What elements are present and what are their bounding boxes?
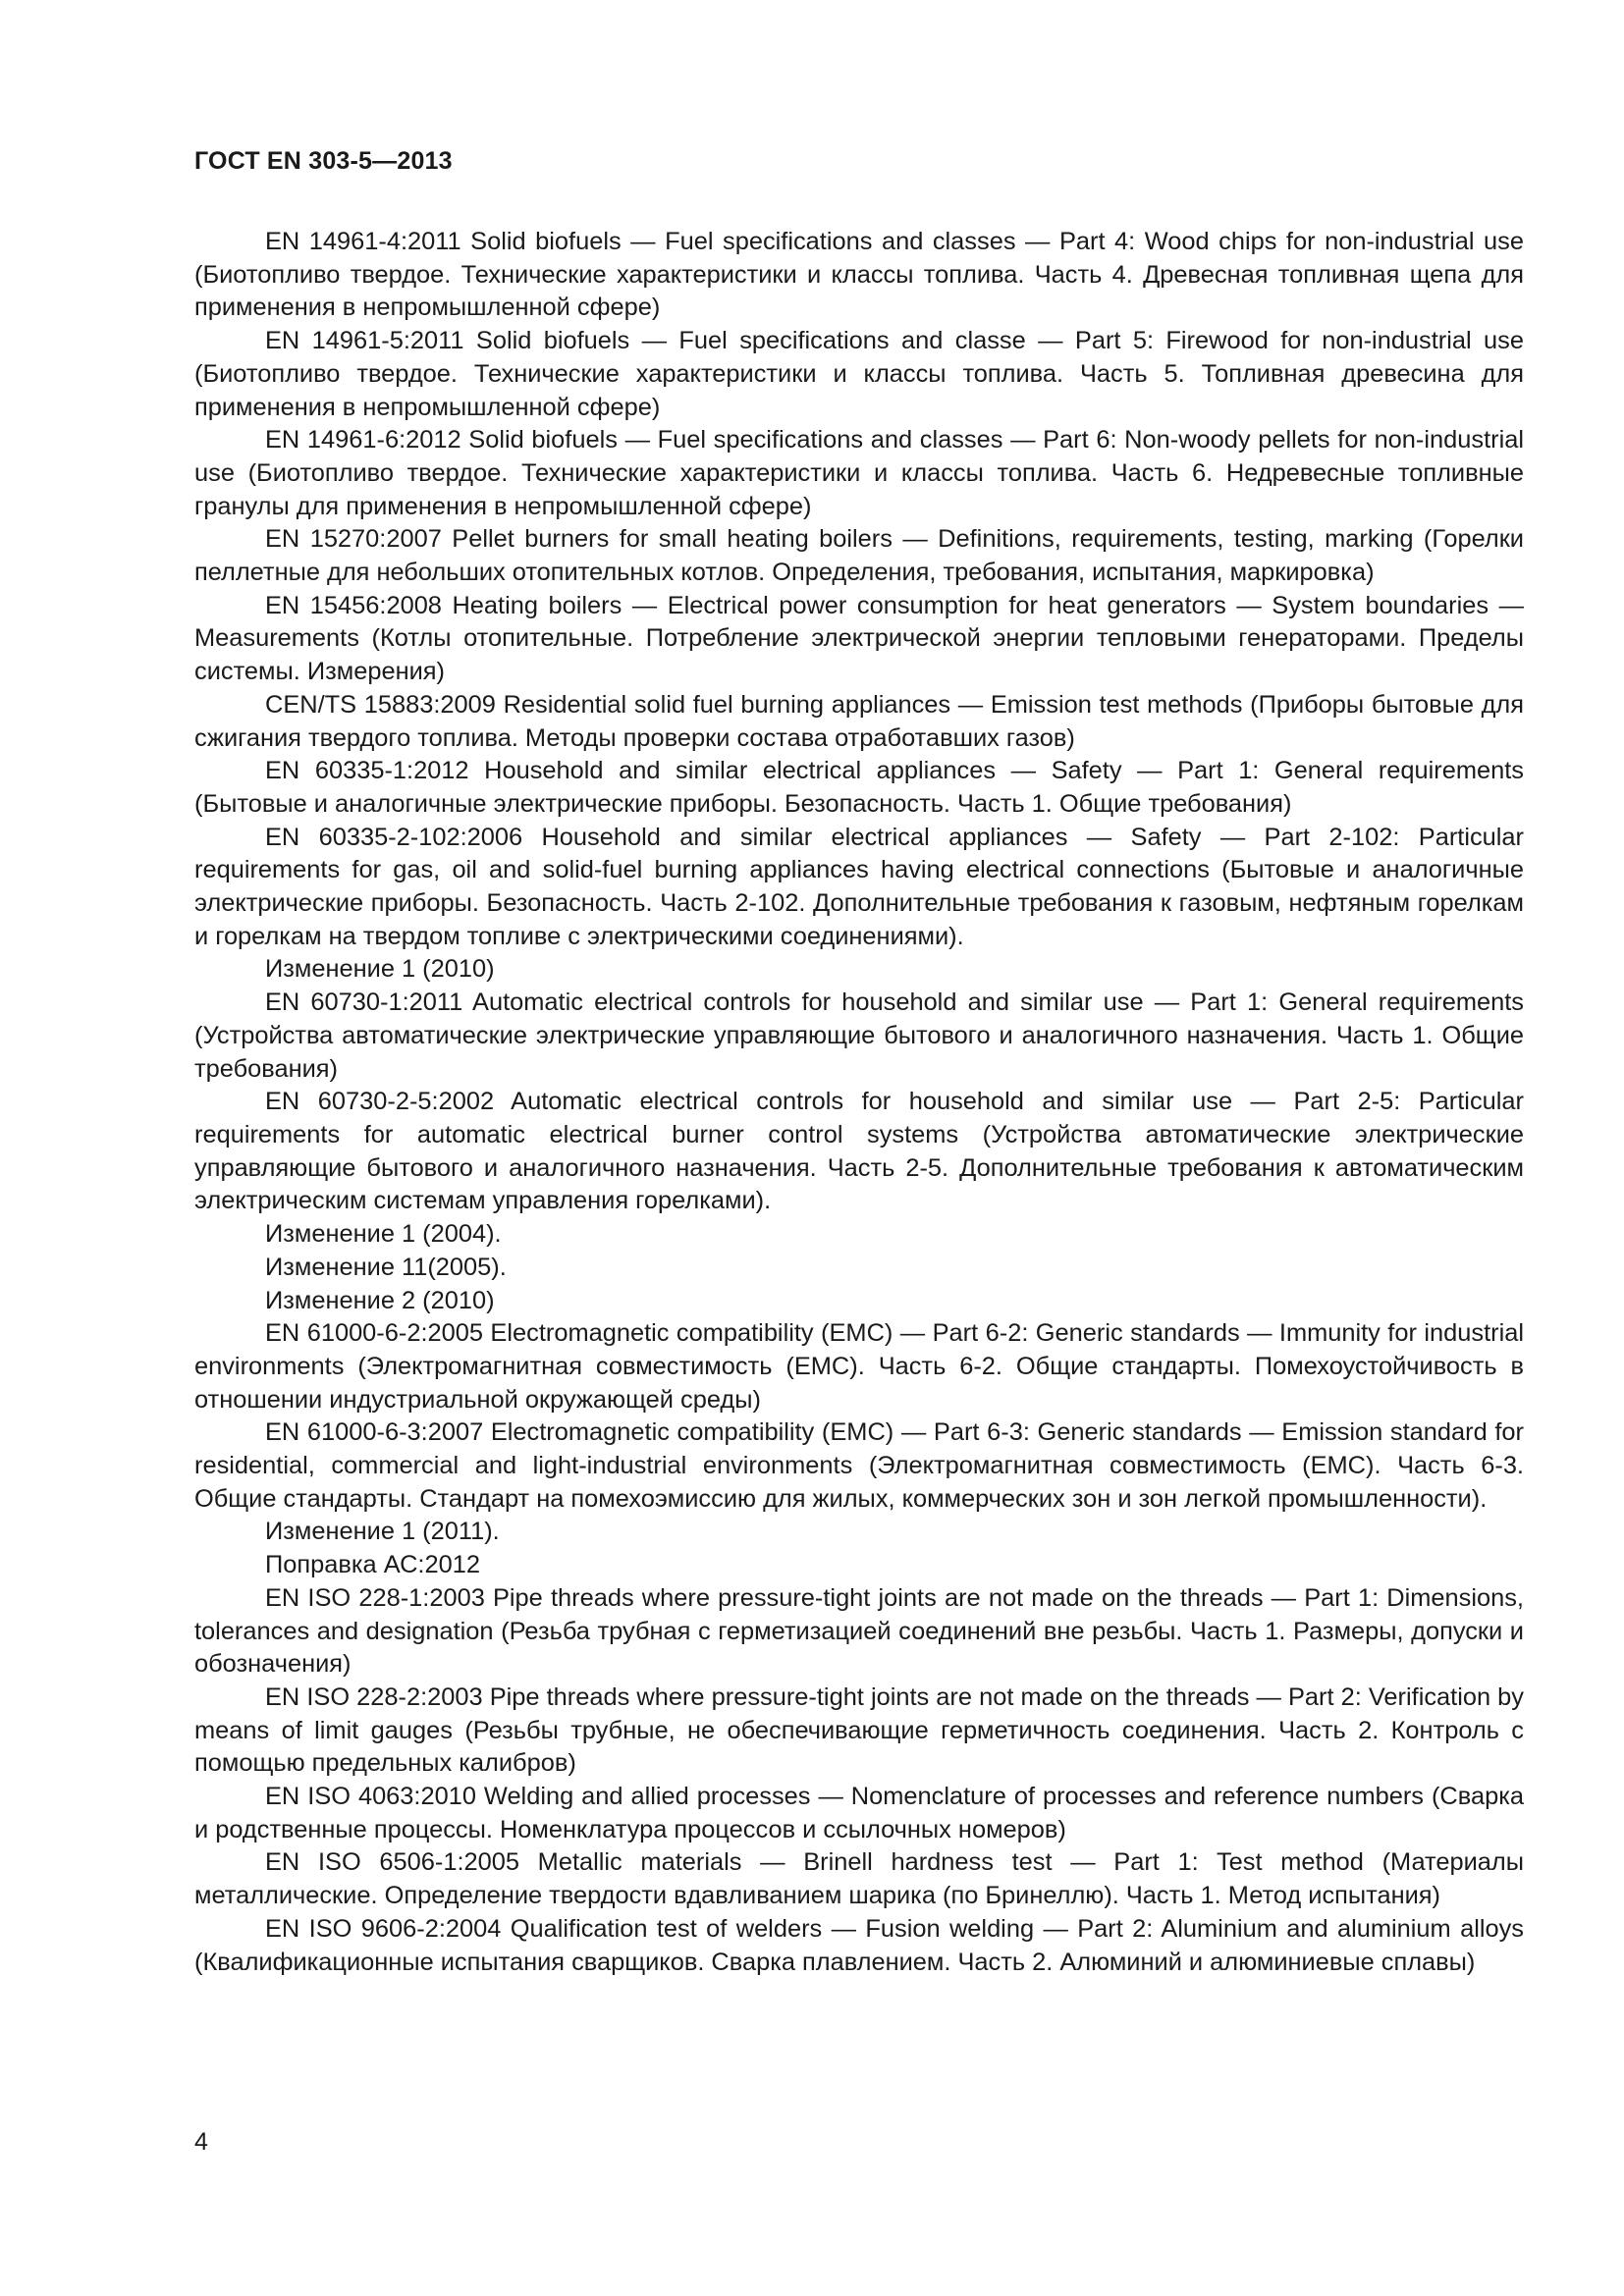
- document-code-header: ГОСТ EN 303-5—2013: [194, 147, 453, 175]
- reference-paragraph: EN 60730-2-5:2002 Automatic electrical controls for household and similar use — Part 2-5: Particular requirements for automatic electrical burner control systems (Устройства автоматические электрические управляющие бытового и аналогичного назначения. Часть 2-5. Дополнительные требования к автоматическим электрическим системам управления горелками).: [194, 1088, 1524, 1215]
- reference-paragraph: EN 14961-6:2012 Solid biofuels — Fuel specifications and classes — Part 6: Non-woody pellets for non-industrial use (Биотопливо твердое. Технические характеристики и классы топлива. Часть 6. Недревесные топливные гранулы для применения в непромышленной сфере): [194, 426, 1524, 520]
- amendment-note: Изменение 1 (2004).: [265, 1220, 502, 1249]
- reference-paragraph: EN 60730-1:2011 Automatic electrical controls for household and similar use — Part 1: General requirements (Устройства автоматические электрические управляющие бытового и аналогичного назначения. Часть 1. Общие требования): [194, 988, 1524, 1083]
- reference-paragraph: EN 61000-6-3:2007 Electromagnetic compatibility (EMC) — Part 6-3: Generic standards — Emission standard for residential, commercial and light-industrial environments (Электромагнитная совместимость (EMC). Часть 6-3. Общие стандарты. Стандарт на помехоэмиссию для жилых, коммерческих зон и зон легкой промышленности).: [194, 1418, 1524, 1513]
- amendment-note: Изменение 1 (2011).: [265, 1518, 500, 1546]
- correction-note: Поправка АС:2012: [265, 1551, 480, 1579]
- amendment-note: Изменение 2 (2010): [265, 1286, 495, 1314]
- reference-paragraph: EN 60335-1:2012 Household and similar electrical appliances — Safety — Part 1: General requirements (Бытовые и аналогичные электрические приборы. Безопасность. Часть 1. Общие требования): [194, 757, 1524, 818]
- reference-paragraph: EN 61000-6-2:2005 Electromagnetic compatibility (EMC) — Part 6-2: Generic standards — Immunity for industrial environments (Электромагнитная совместимость (EMC). Часть 6-2. Общие стандарты. Помехоустойчивость в отношении индустриальной окружающей среды): [194, 1319, 1524, 1414]
- reference-paragraph: EN ISO 9606-2:2004 Qualification test of welders — Fusion welding — Part 2: Aluminium and aluminium alloys (Квалификационные испытания сварщиков. Сварка плавлением. Часть 2. Алюминий и алюминиевые сплавы): [194, 1914, 1524, 1976]
- amendment-note: Изменение 11(2005).: [265, 1253, 507, 1281]
- reference-paragraph: EN 15270:2007 Pellet burners for small heating boilers — Definitions, requirements, testing, marking (Горелки пеллетные для небольших отопительных котлов. Определения, требования, испытания, маркировка): [194, 525, 1524, 587]
- reference-paragraph: EN ISO 228-2:2003 Pipe threads where pressure-tight joints are not made on the threads — Part 2: Verification by means of limit gauges (Резьбы трубные, не обеспечивающие герметичность соединения. Часть 2. Контроль с помощью предельных калибров): [194, 1682, 1524, 1778]
- reference-paragraph: EN 14961-4:2011 Solid biofuels — Fuel specifications and classes — Part 4: Wood chips for non-industrial use (Биотопливо твердое. Технические характеристики и классы топлива. Часть 4. Древесная топливная щепа для применения в непромышленной сфере): [194, 228, 1524, 322]
- reference-paragraph: CEN/TS 15883:2009 Residential solid fuel burning appliances — Emission test methods (Приборы бытовые для сжигания твердого топлива. Методы проверки состава отработавших газов): [194, 690, 1524, 752]
- reference-paragraph: EN 15456:2008 Heating boilers — Electrical power consumption for heat generators — System boundaries — Measurements (Котлы отопительные. Потребление электрической энергии тепловыми генераторами. Пределы системы. Измерения): [194, 591, 1524, 686]
- reference-paragraph: EN 14961-5:2011 Solid biofuels — Fuel specifications and classe — Part 5: Firewood for non-industrial use (Биотопливо твердое. Технические характеристики и классы топлива. Часть 5. Топливная древесина для применения в непромышленной сфере): [194, 327, 1524, 421]
- reference-paragraph: EN 60335-2-102:2006 Household and similar electrical appliances — Safety — Part 2-102: Particular requirements for gas, oil and solid-fuel burning appliances having electrical connections (Бытовые и аналогичные электрические приборы. Безопасность. Часть 2-102. Дополнительные требования к газовым, нефтяным горелкам и горелкам на твердом топливе с электрическими соединениями).: [194, 823, 1524, 950]
- reference-paragraph: EN ISO 228-1:2003 Pipe threads where pressure-tight joints are not made on the threads — Part 1: Dimensions, tolerances and designation (Резьба трубная с герметизацией соединений вне резьбы. Часть 1. Размеры, допуски и обозначения): [194, 1583, 1524, 1679]
- page-number: 4: [194, 2128, 208, 2156]
- reference-paragraph: EN ISO 4063:2010 Welding and allied processes — Nomenclature of processes and reference numbers (Сварка и родственные процессы. Номенклатура процессов и ссылочных номеров): [194, 1783, 1524, 1843]
- normative-references-list: [194, 226, 1524, 1979]
- amendment-note: Изменение 1 (2010): [265, 955, 495, 984]
- reference-paragraph: EN ISO 6506-1:2005 Metallic materials — Brinell hardness test — Part 1: Test method (Материалы металлические. Определение твердости вдавливанием шарика (по Бринеллю). Часть 1. Метод испытания): [194, 1848, 1524, 1910]
